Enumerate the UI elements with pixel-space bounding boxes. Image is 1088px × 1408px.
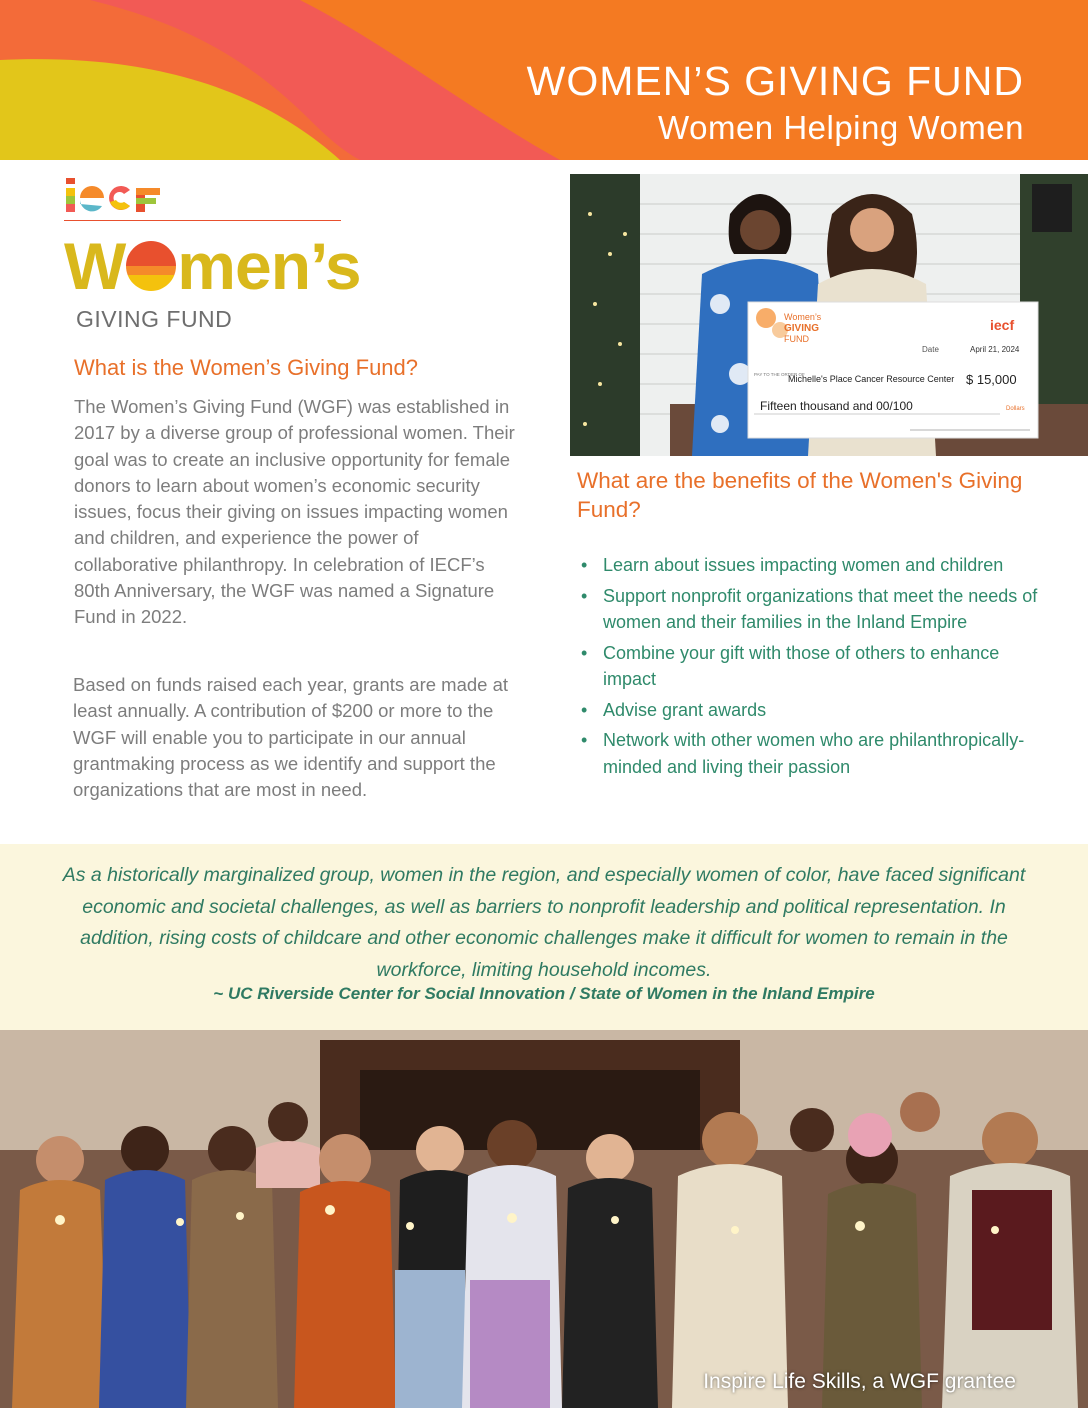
group-photo-caption: Inspire Life Skills, a WGF grantee bbox=[703, 1370, 1016, 1393]
logo-womens-wordmark bbox=[64, 228, 361, 304]
benefit-item bbox=[577, 640, 1047, 693]
quote-text: As a historically marginalized group, women in the region, and especially women of color, have faced significant economic and societal challenges, as well as barriers to nonprofit leadership and political representation. In addition, rising costs of childcare and other economic challenges make it difficult for women to remain in the workforce, limiting household incomes. bbox=[62, 864, 1026, 981]
benefit-text: Advise grant awards bbox=[603, 699, 767, 720]
logo-womens-suffix: men’s bbox=[177, 229, 361, 303]
benefits-list bbox=[577, 552, 1047, 780]
check-brand-3: FUND bbox=[784, 334, 809, 344]
check-amount: $ 15,000 bbox=[966, 372, 1017, 387]
group-photo bbox=[0, 1030, 1088, 1408]
benefit-text: Combine your gift with those of others to enhance impact bbox=[603, 642, 1000, 689]
check-payee-label: PAY TO THE ORDER OF bbox=[754, 372, 805, 377]
what-is-heading: What is the Women’s Giving Fund? bbox=[74, 355, 419, 380]
iecf-logo-mark bbox=[64, 176, 184, 218]
bullet-icon: • bbox=[581, 642, 588, 663]
check-brand-1: Women’s bbox=[784, 312, 822, 322]
check-photo-illustration bbox=[570, 174, 1088, 456]
wgf-logo bbox=[64, 176, 364, 336]
bullet-icon: • bbox=[581, 699, 588, 720]
check-brand-2: GIVING bbox=[784, 323, 820, 334]
check-date: April 21, 2024 bbox=[970, 345, 1020, 354]
benefit-text: Support nonprofit organizations that meet the needs of women and their families in the Inland Empire bbox=[603, 585, 1038, 632]
quote-source: ~ UC Riverside Center for Social Innovation / State of Women in the Inland Empire bbox=[213, 984, 875, 1003]
check-presentation-photo bbox=[570, 174, 1088, 456]
check-date-label: Date bbox=[922, 345, 939, 354]
check-amount-words: Fifteen thousand and 00/100 bbox=[760, 399, 913, 413]
what-is-section bbox=[74, 354, 524, 643]
benefit-item bbox=[577, 727, 1047, 780]
check-dollars-label: Dollars bbox=[1006, 406, 1025, 412]
group-photo-illustration bbox=[0, 1030, 1088, 1408]
benefit-item bbox=[577, 552, 1047, 579]
check-iecf-logo: iecf bbox=[990, 317, 1015, 333]
check-payee: Michelle's Place Cancer Resource Center bbox=[788, 374, 955, 384]
bullet-icon: • bbox=[581, 730, 588, 750]
logo-divider bbox=[64, 220, 341, 221]
page-subtitle: Women Helping Women bbox=[658, 109, 1024, 146]
bullet-icon: • bbox=[581, 555, 588, 575]
logo-womens-prefix: W bbox=[64, 229, 126, 303]
benefit-text: Network with other women who are philanthropically-minded and living their passion bbox=[603, 730, 1025, 777]
what-is-paragraph-1: The Women’s Giving Fund (WGF) was established in 2017 by a diverse group of professional women. Their goal was to create an inclusive opportunity for female donors to learn about women’s economic security issues, focus their giving on issues impacting women and children, and experience the power of collaborative philanthropy. In celebration of IECF’s 80th Anniversary, the WGF was named a Signature Fund in 2022. bbox=[74, 396, 515, 628]
logo-o-circle-icon bbox=[126, 241, 176, 291]
page-title: WOMEN’S GIVING FUND bbox=[526, 58, 1024, 104]
what-is-paragraph-2: Based on funds raised each year, grants are made at least annually. A contribution of $200 or more to the WGF will enable you to participate in our annual grantmaking process as we identify and support the organizations that are most in need. bbox=[73, 674, 509, 801]
logo-giving-fund: GIVING FUND bbox=[76, 306, 233, 332]
benefits-section bbox=[577, 466, 1047, 784]
benefit-text: Learn about issues impacting women and children bbox=[603, 555, 1004, 575]
header-banner bbox=[0, 0, 1088, 160]
benefit-item bbox=[577, 583, 1047, 636]
benefit-item bbox=[577, 697, 1047, 724]
benefits-heading: What are the benefits of the Women's Giving Fund? bbox=[577, 468, 1023, 522]
quote-band bbox=[0, 844, 1088, 1030]
bullet-icon: • bbox=[581, 585, 588, 606]
